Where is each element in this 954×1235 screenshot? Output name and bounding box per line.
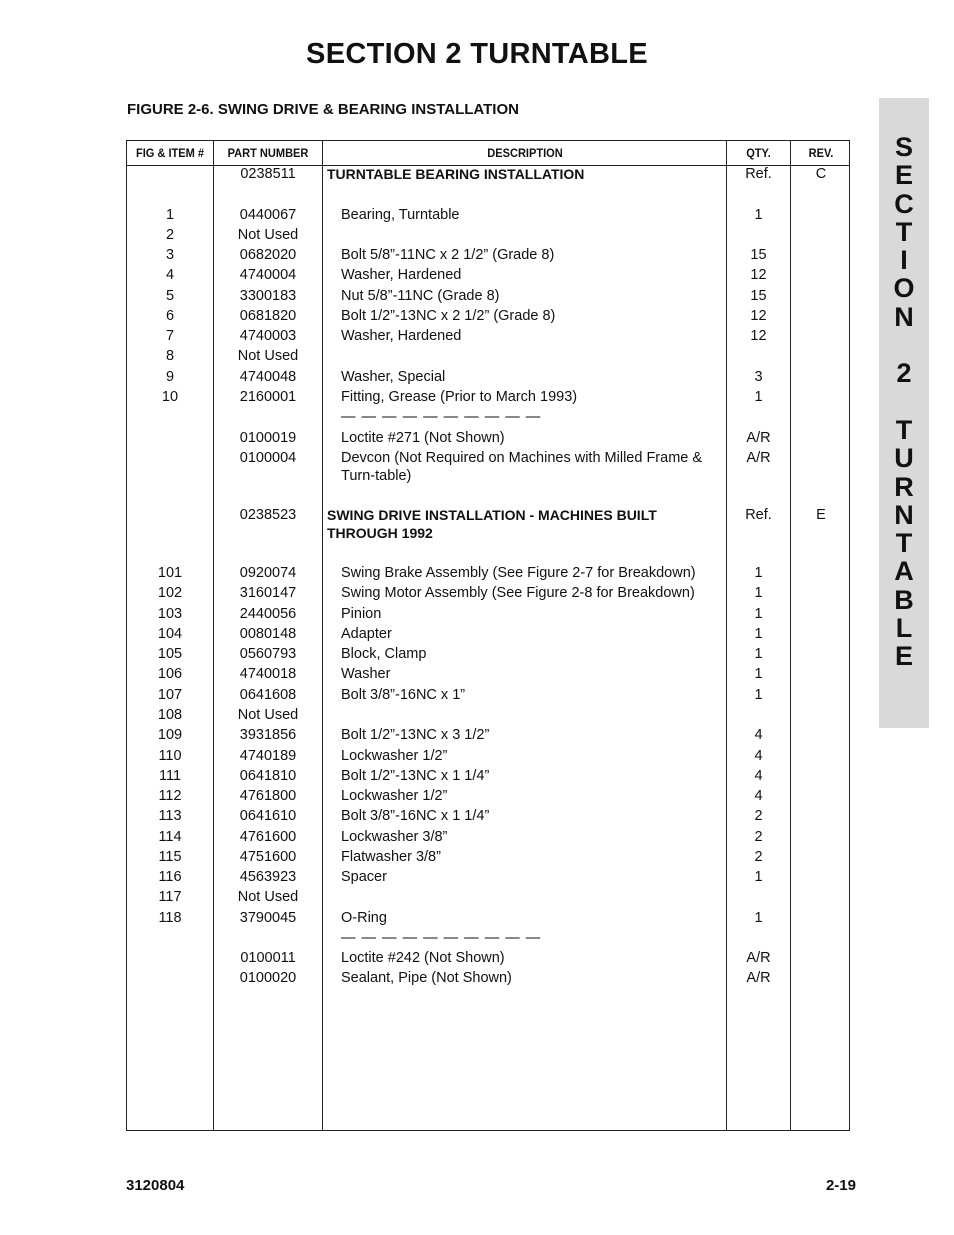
- row-part-number: 0100004: [239, 450, 297, 466]
- row-item-number: 4: [165, 267, 175, 283]
- row-part-number: 0641608: [239, 687, 297, 703]
- row-description: Bolt 3/8”-16NC x 1 1/4”: [341, 808, 490, 824]
- row-description: Washer, Hardened: [341, 267, 462, 283]
- row-part-number: 2440056: [239, 606, 297, 622]
- row-quantity: 2: [754, 829, 763, 845]
- row-description: Lockwasher 3/8”: [341, 829, 448, 845]
- row-quantity: 1: [754, 910, 763, 926]
- row-description: Bearing, Turntable: [341, 207, 460, 223]
- row-item-number: 10: [161, 389, 179, 405]
- row-description: Spacer: [341, 869, 387, 885]
- row-item-number: 9: [165, 369, 175, 385]
- row-description: — — — — — — — — — —: [341, 409, 542, 425]
- row-part-number: 0238511: [240, 166, 296, 182]
- row-item-number: 8: [165, 348, 175, 364]
- row-part-number: Not Used: [237, 348, 299, 364]
- row-part-number: 0100019: [239, 430, 297, 446]
- row-quantity: 12: [750, 267, 767, 283]
- row-quantity: 15: [750, 288, 767, 304]
- row-item-number: 103: [157, 606, 183, 622]
- row-part-number: 4740048: [239, 369, 297, 385]
- row-description: — — — — — — — — — —: [341, 930, 542, 946]
- row-description: Bolt 1/2”-13NC x 1 1/4”: [341, 768, 490, 784]
- row-quantity: 12: [750, 308, 767, 324]
- row-quantity: 4: [754, 748, 763, 764]
- row-quantity: A/R: [746, 430, 771, 446]
- row-quantity: 15: [750, 247, 767, 263]
- row-revision: E: [816, 507, 826, 523]
- row-part-number: Not Used: [237, 707, 299, 723]
- row-item-number: 5: [165, 288, 175, 304]
- side-tab-letter: B: [894, 584, 914, 615]
- document-number: 3120804: [126, 1177, 185, 1194]
- row-part-number: 0641810: [239, 768, 297, 784]
- row-quantity: A/R: [746, 450, 771, 466]
- section-title: SECTION 2 TURNTABLE: [306, 38, 648, 70]
- row-description: Lockwasher 1/2”: [341, 748, 448, 764]
- column-divider: [322, 141, 323, 1130]
- row-part-number: Not Used: [237, 889, 299, 905]
- row-item-number: 104: [157, 626, 183, 642]
- row-item-number: 108: [157, 707, 183, 723]
- row-item-number: 105: [157, 646, 183, 662]
- row-part-number: 3300183: [239, 288, 297, 304]
- side-tab-letter: [879, 388, 929, 416]
- row-description: Sealant, Pipe (Not Shown): [341, 970, 512, 986]
- row-quantity: Ref.: [745, 166, 772, 182]
- parts-table: [126, 140, 850, 1131]
- side-tab-letter: L: [895, 613, 913, 644]
- row-description: Washer, Special: [341, 369, 446, 385]
- row-part-number: Not Used: [237, 227, 299, 243]
- row-description: Bolt 5/8”-11NC x 2 1/2” (Grade 8): [341, 247, 555, 263]
- row-item-number: 111: [158, 768, 182, 784]
- row-item-number: 1: [165, 207, 175, 223]
- side-tab-letter: R: [894, 471, 914, 502]
- row-part-number: 0100011: [240, 950, 296, 966]
- row-item-number: 2: [165, 227, 175, 243]
- row-description: Swing Brake Assembly (See Figure 2-7 for Breakdown): [341, 565, 696, 581]
- row-item-number: 101: [157, 565, 183, 581]
- row-description: Flatwasher 3/8”: [341, 849, 441, 865]
- row-description: O-Ring: [341, 910, 387, 926]
- row-part-number: 0681820: [239, 308, 297, 324]
- side-tab-letter: O: [893, 273, 915, 304]
- header-part-number: PART NUMBER: [227, 146, 309, 160]
- row-quantity: 1: [754, 389, 763, 405]
- side-tab-letter: I: [900, 245, 908, 276]
- side-tab-letter: S: [894, 132, 913, 162]
- row-part-number: 0080148: [239, 626, 297, 642]
- row-description: Bolt 1/2”-13NC x 2 1/2” (Grade 8): [341, 308, 556, 324]
- side-tab-letter: A: [894, 556, 914, 587]
- row-description: Loctite #271 (Not Shown): [341, 430, 505, 446]
- side-tab-letter: N: [894, 301, 914, 332]
- figure-title: FIGURE 2-6. SWING DRIVE & BEARING INSTALLATION: [127, 101, 519, 118]
- row-part-number: 0238523: [239, 507, 297, 523]
- row-quantity: 4: [754, 768, 763, 784]
- row-quantity: 1: [754, 646, 763, 662]
- row-description: Swing Motor Assembly (See Figure 2-8 for Breakdown): [341, 585, 695, 601]
- row-quantity: A/R: [746, 970, 771, 986]
- column-divider: [790, 141, 791, 1130]
- row-quantity: 4: [754, 788, 763, 804]
- row-item-number: 109: [157, 727, 183, 743]
- row-part-number: 4761800: [239, 788, 297, 804]
- row-quantity: 1: [754, 207, 763, 223]
- side-tab-letter: E: [894, 641, 913, 672]
- side-tab-letter: T: [895, 528, 913, 559]
- row-quantity: 1: [754, 585, 763, 601]
- side-tab-letter: N: [894, 499, 914, 530]
- row-part-number: 0920074: [239, 565, 297, 581]
- row-quantity: 4: [754, 727, 763, 743]
- row-description: Block, Clamp: [341, 646, 427, 662]
- row-description: Lockwasher 1/2”: [341, 788, 448, 804]
- row-item-number: 7: [165, 328, 175, 344]
- row-quantity: A/R: [746, 950, 771, 966]
- row-quantity: Ref.: [745, 507, 772, 523]
- row-description: TURNTABLE BEARING INSTALLATION: [327, 166, 585, 182]
- side-tab-letter: 2: [896, 358, 912, 389]
- row-part-number: 3790045: [239, 910, 297, 926]
- row-part-number: 2160001: [239, 389, 297, 405]
- row-item-number: 115: [158, 849, 182, 865]
- side-tab-letter: U: [894, 443, 914, 474]
- row-quantity: 2: [754, 808, 763, 824]
- side-tab-text: [879, 133, 929, 671]
- row-item-number: 6: [165, 308, 175, 324]
- row-description: Bolt 1/2”-13NC x 3 1/2”: [341, 727, 490, 743]
- row-quantity: 1: [754, 606, 763, 622]
- row-part-number: 0682020: [239, 247, 297, 263]
- header-description: DESCRIPTION: [487, 146, 563, 160]
- row-item-number: 3: [165, 247, 175, 263]
- header-qty: QTY.: [746, 146, 771, 160]
- row-item-number: 116: [158, 869, 182, 885]
- row-part-number: 4740003: [239, 328, 297, 344]
- header-rev: REV.: [808, 146, 834, 160]
- row-item-number: 110: [158, 748, 182, 764]
- row-quantity: 1: [754, 666, 763, 682]
- row-part-number: 0440067: [239, 207, 297, 223]
- row-quantity: 2: [754, 849, 763, 865]
- row-quantity: 3: [754, 369, 763, 385]
- section-side-tab: [879, 98, 929, 728]
- row-description: Devcon (Not Required on Machines with Milled Frame & Turn-table): [341, 450, 703, 484]
- row-description: Loctite #242 (Not Shown): [341, 950, 505, 966]
- page-number: 2-19: [825, 1177, 856, 1194]
- row-part-number: 4740018: [239, 666, 297, 682]
- row-part-number: 4740004: [239, 267, 297, 283]
- row-item-number: 113: [158, 808, 182, 824]
- row-description: Washer, Hardened: [341, 328, 462, 344]
- row-quantity: 12: [750, 328, 767, 344]
- row-part-number: 0100020: [239, 970, 297, 986]
- row-quantity: 1: [754, 687, 763, 703]
- row-part-number: 0641610: [239, 808, 297, 824]
- row-part-number: 4751600: [239, 849, 297, 865]
- row-part-number: 4761600: [239, 829, 297, 845]
- row-description: Pinion: [341, 606, 382, 622]
- row-description: Washer: [341, 666, 391, 682]
- row-part-number: 4563923: [239, 869, 297, 885]
- side-tab-letter: T: [895, 414, 913, 445]
- row-quantity: 1: [754, 869, 763, 885]
- row-item-number: 102: [157, 585, 183, 601]
- side-tab-letter: C: [894, 188, 914, 219]
- row-part-number: 3160147: [239, 585, 297, 601]
- side-tab-letter: T: [895, 216, 913, 247]
- side-tab-letter: E: [894, 160, 913, 191]
- row-item-number: 107: [157, 687, 183, 703]
- row-part-number: 0560793: [239, 646, 297, 662]
- row-item-number: 114: [158, 829, 182, 845]
- row-item-number: 112: [158, 788, 182, 804]
- row-description: Nut 5/8”-11NC (Grade 8): [341, 288, 500, 304]
- row-revision: C: [815, 166, 827, 182]
- row-part-number: 4740189: [239, 748, 297, 764]
- row-item-number: 118: [158, 910, 182, 926]
- row-description: SWING DRIVE INSTALLATION - MACHINES BUILT THROUGH 1992: [327, 507, 657, 541]
- row-description: Bolt 3/8”-16NC x 1”: [341, 687, 466, 703]
- row-description: Fitting, Grease (Prior to March 1993): [341, 389, 578, 405]
- row-quantity: 1: [754, 626, 763, 642]
- row-item-number: 117: [158, 889, 182, 905]
- row-description: Adapter: [341, 626, 392, 642]
- header-fig-item: FIG & ITEM #: [135, 146, 205, 160]
- row-item-number: 106: [157, 666, 183, 682]
- row-quantity: 1: [754, 565, 763, 581]
- row-part-number: 3931856: [239, 727, 297, 743]
- table-header: [127, 141, 849, 166]
- side-tab-letter: [879, 331, 929, 359]
